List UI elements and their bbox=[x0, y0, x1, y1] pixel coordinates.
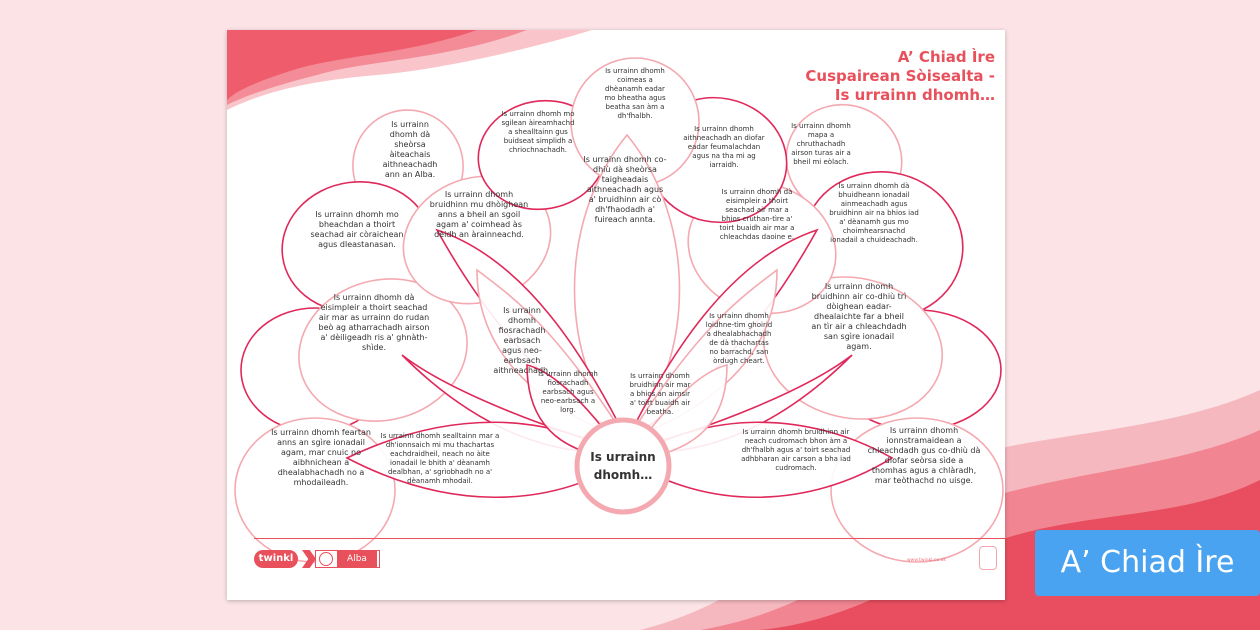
footer-divider bbox=[254, 538, 1005, 539]
worksheet-page bbox=[227, 30, 1005, 600]
petal-text-important-person: Is urrainn dhomh bruidhinn air neach cudromach bhon àm a dh'fhalbh agus a' toirt seachad adhbharan air carson a bha iad cudromach. bbox=[741, 428, 851, 472]
petal-text-landforms: Is urrainn dhomh dà eisimpleir a thoirt seachad air mar a bhios cruthan-tìre a' toirt buaidh air mar a chleachdas daoine e. bbox=[719, 188, 795, 241]
site-link[interactable]: www.twinkl.co.uk bbox=[907, 558, 946, 563]
petal-text-compare-life: Is urrainn dhomh coimeas a dhèanamh eadar mo bheatha agus beatha san àm a dh'fhalbh. bbox=[604, 67, 666, 120]
petal-text-find-info: Is urrainn dhomh fiosrachadh earbsach agus neo-earbsach a lorg. bbox=[538, 370, 598, 414]
page-title bbox=[755, 48, 995, 105]
alba-label: Alba bbox=[337, 551, 377, 567]
petal-text-timeline: Is urrainn dhomh loidhne-tìm ghoirid a dhealabhachadh de dà thachartas no barrachd, san òrdugh cheart. bbox=[705, 312, 773, 365]
title-line-3: Is urrainn dhomh… bbox=[834, 86, 995, 104]
petal-text-adaptation: Is urrainn dhomh dà eisimpleir a thoirt seachad air mar as urrainn do rudan beò ag atharrachadh airson a' dèiligeadh ris a' ghnàth-shìde. bbox=[318, 293, 430, 352]
twinkl-logo: twinkl bbox=[254, 550, 298, 568]
level-button[interactable]: A’ Chiad Ìre bbox=[1035, 530, 1260, 596]
petal-text-budget: Is urrainn dhomh mo sgilean àireamhachd a shealltainn gus buidseat simplidh a chriochnachadh. bbox=[501, 110, 575, 154]
alba-badge bbox=[315, 550, 380, 568]
petal-text-weather: Is urrainn dhomh bruidhinn air mar a bhios an aimsir a' toirt buaidh air beatha. bbox=[629, 372, 691, 416]
petal-text-weather-instruments: Is urrainn dhomh ionnstramaidean a chleachdadh gus co-dhiù dà diofar seòrsa sìde a thomhas agus a chlàradh, mar teòthachd no uisge. bbox=[867, 426, 981, 485]
title-line-2: Cuspairean Sòisealta - bbox=[805, 67, 995, 85]
petal-text-needs-wants: Is urrainn dhomh aithneachadh an diofar eadar feumalachdan agus na tha mi ag iarraidh. bbox=[683, 125, 765, 169]
petal-text-historical-event: Is urrainn dhomh sealltainn mar a dh'ionnsaich mi mu thachartas eachdraidheil, neach no àite ionadail le bhith a' dèanamh dealbhan, a' sgrìobhadh no a' dèanamh mhodail. bbox=[380, 432, 500, 485]
stamp-icon bbox=[979, 546, 997, 570]
petal-text-local-groups: Is urrainn dhomh dà bhuidheann ionadail ainmeachadh agus bruidhinn air na bhios iad a' dèanamh gus mo choimhearsnachd ionadail a chuideachadh. bbox=[829, 182, 919, 244]
petal-text-reliable-info: Is urrainn dhomh fiosrachadh earbsach agus neo-earbsach aithneachadh. bbox=[493, 306, 551, 375]
title-line-1: A’ Chiad Ìre bbox=[897, 48, 995, 66]
petal-text-rights: Is urrainn dhomh mo bheachdan a thoirt seachad air còraichean agus dleastanasan. bbox=[310, 210, 404, 249]
petal-text-local-features: Is urrainn dhomh feartan anns an sgìre ionadail agam, mar cnuic no aibhnichean a dhealabhachadh no a mhodaileadh. bbox=[271, 428, 371, 487]
center-label: Is urrainn dhomh… bbox=[590, 450, 656, 482]
petal-text-farming: Is urrainn dhomh dà sheòrsa àiteachais aithneachadh ann an Alba. bbox=[382, 120, 438, 179]
petal-text-housing: Is urrainn dhomh co-dhiù dà sheòrsa taigheadais aithneachadh agus a' bruidhinn air cò dh'fhaodadh a' fuireach annta. bbox=[583, 155, 667, 224]
petal-text-school-environment: Is urrainn dhomh bruidhinn mu dhòighean anns a bheil an sgoil agam a' coimhead às dèidh an àrainneachd. bbox=[429, 190, 529, 239]
petal-text-map: Is urrainn dhomh mapa a chruthachadh airson turas air a bheil mi eòlach. bbox=[791, 122, 851, 166]
alba-icon bbox=[319, 552, 333, 566]
petal-text-land-use: Is urrainn dhomh bruidhinn air co-dhiù trì dòighean eadar-dhealaichte far a bheil an tìr air a chleachdadh san sgìre ionadail agam. bbox=[811, 282, 907, 351]
